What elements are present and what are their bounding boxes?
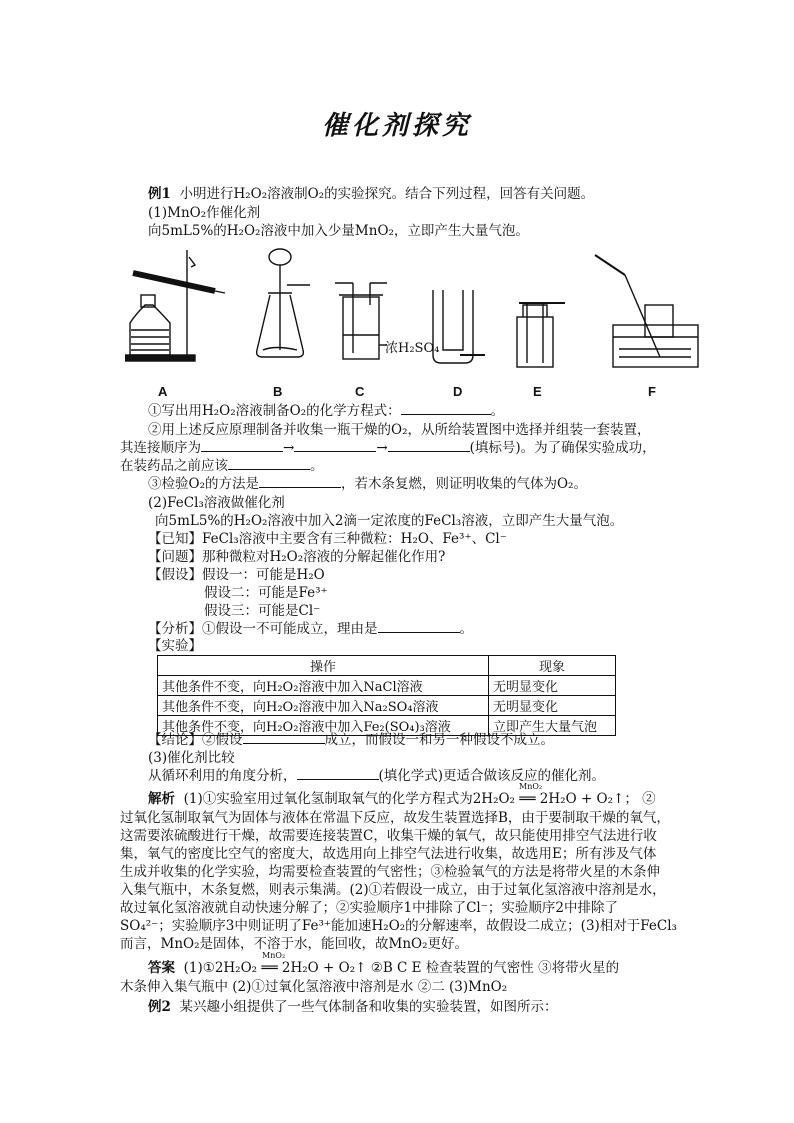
- part2-description: 向5mL5%的H₂O₂溶液中加入2滴一定浓度的FeCl₃溶液，立即产生大量气泡。: [155, 513, 624, 529]
- hypothesis-1: 【假设】假设一：可能是H₂O: [148, 567, 325, 583]
- hypothesis-2: 假设二：可能是Fe³⁺: [204, 585, 328, 601]
- q3-line: [148, 475, 587, 493]
- q2-blank-2[interactable]: [294, 439, 376, 452]
- answer-line-2: 木条伸入集气瓶中 (2)①过氧化氢溶液中溶剂是水 ②二 (3)MnO₂: [120, 979, 508, 995]
- q3-text-a: ③检验O₂的方法是: [148, 476, 259, 492]
- conclusion-text-b: 成立，而假设一和另一种假设不成立。: [324, 732, 554, 748]
- stand-base: [125, 355, 195, 361]
- apparatus-label-c: C: [355, 384, 365, 399]
- part2-heading: (2)FeCl₃溶液做催化剂: [148, 495, 285, 511]
- ex1-label: 例1: [148, 186, 171, 202]
- analysis-text-line: SO₄²⁻；实验顺序3中则证明了Fe³⁺能加速H₂O₂的分解速率，故假设二成立；(3)相对于FeCl₃: [120, 918, 677, 934]
- q2-blank-4[interactable]: [228, 457, 310, 470]
- known-line: 【已知】FeCl₃溶液中主要含有三种微粒：H₂O、Fe³⁺、Cl⁻: [148, 531, 507, 547]
- analysis-text-line: 生成并收集的化学实验，均需要检查装置的气密性；③检验氧气的方法是将带火星的木条伸: [120, 864, 660, 880]
- q2-order-tail: (填标号)。为了确保实验成功，: [469, 440, 656, 456]
- table-header-operation: 操作: [158, 656, 489, 676]
- analysis-text: 【分析】①假设一不可能成立，理由是: [148, 621, 378, 637]
- table-header-row: [158, 656, 616, 676]
- catalyst-mark: MnO₂: [519, 782, 543, 791]
- table-header-phenomenon: 现象: [489, 656, 616, 676]
- q2-prep-text: 在装药品之前应该: [120, 458, 228, 474]
- apparatus-figure: [125, 245, 705, 380]
- q3-text-b: ，若木条复燃，则证明收集的气体为O₂。: [340, 476, 587, 492]
- catalyst-mark: MnO₂: [262, 951, 286, 960]
- page-title: 催化剂探究: [321, 111, 472, 141]
- table-cell: 无明显变化: [489, 676, 616, 696]
- q2-blank-1[interactable]: [201, 439, 283, 452]
- part1-heading: (1)MnO₂作催化剂: [148, 205, 261, 221]
- part1-description: 向5mL5%的H₂O₂溶液中加入少量MnO₂，立即产生大量气泡。: [148, 223, 529, 239]
- q2-blank-3[interactable]: [388, 439, 470, 452]
- table-cell: 其他条件不变，向H₂O₂溶液中加入Na₂SO₄溶液: [158, 696, 489, 716]
- table-cell: 立即产生大量气泡: [489, 716, 616, 736]
- q2-line-b: [120, 439, 656, 457]
- analysis-blank[interactable]: [378, 620, 460, 633]
- ex2-label: 例2: [148, 999, 171, 1015]
- analysis-line: 【分析】①假设一不可能成立，理由是 。: [148, 621, 473, 637]
- part3-text-a: 从循环利用的角度分析，: [148, 768, 297, 784]
- hypothesis-3: 假设三：可能是Cl⁻: [204, 603, 321, 619]
- h2so4-label: 浓H₂SO₄: [385, 341, 440, 356]
- apparatus-label-b: B: [273, 384, 283, 399]
- q1-blank[interactable]: [401, 402, 491, 415]
- arrow-icon: →: [376, 440, 388, 456]
- analysis-section-line-1: [148, 790, 656, 808]
- table-cell: 其他条件不变，向H₂O₂溶液中加入Fe₂(SO₄)₃溶液: [158, 716, 489, 736]
- answer-text: (1)①2H₂O₂ ══ 2H₂O + O₂↑ ②B C E 检查装置的气密性 ③将带火星的: [183, 960, 620, 976]
- apparatus-label-e: E: [533, 384, 542, 399]
- apparatus-label-f: F: [648, 384, 656, 399]
- analysis-text-line: 入集气瓶中，木条复燃，则表示集满。(2)①若假设一成立，由于过氧化氢溶液中溶剂是水，: [120, 882, 666, 898]
- part3-text-b: (填化学式)更适合做该反应的催化剂。: [378, 768, 606, 784]
- conclusion-text-a: 【结论】②假设: [148, 732, 243, 748]
- table-row: [158, 696, 616, 716]
- answer-line-1: [148, 959, 619, 977]
- experiment-heading: 【实验】: [148, 638, 202, 654]
- ex2-line: [148, 998, 558, 1016]
- table-cell: 其他条件不变，向H₂O₂溶液中加入NaCl溶液: [158, 676, 489, 696]
- ex1-intro: 小明进行H₂O₂溶液制O₂的实验探究。结合下列过程，回答有关问题。: [179, 186, 595, 202]
- q1-line: ①写出用H₂O₂溶液制备O₂的化学方程式： 。: [148, 403, 505, 419]
- ex1-intro-line: [148, 185, 594, 203]
- apparatus-label-a: A: [158, 384, 168, 399]
- conclusion-blank[interactable]: [243, 731, 325, 744]
- answer-label: 答案: [148, 960, 175, 976]
- analysis-text-line: (1)①实验室用过氧化氢制取氧气的化学方程式为2H₂O₂ ══ 2H₂O + O₂↑； ②: [183, 791, 656, 807]
- question-line: 【问题】那种微粒对H₂O₂溶液的分解起催化作用?: [148, 549, 446, 565]
- experiment-table: [157, 655, 616, 736]
- table-row: [158, 676, 616, 696]
- analysis-text-line: 集，氧气的密度比空气的密度大，故选用向上排空气法进行收集，故选用E；所有涉及气体: [120, 846, 657, 862]
- apparatus-label-d: D: [453, 384, 463, 399]
- q3-blank[interactable]: [259, 475, 341, 488]
- analysis-text-line: 而言，MnO₂是固体，不溶于水，能回收，故MnO₂更好。: [120, 936, 468, 952]
- q1-text: ①写出用H₂O₂溶液制备O₂的化学方程式：: [148, 403, 401, 419]
- arrow-icon: →: [283, 440, 295, 456]
- conclusion-line: [148, 731, 554, 749]
- part3-blank[interactable]: [297, 767, 379, 780]
- q2-order-text: 其连接顺序为: [120, 440, 201, 456]
- analysis-text-line: 故过氧化氢溶液就自动快速分解了；②实验顺序1中排除了Cl⁻；实验顺序2中排除了: [120, 900, 618, 916]
- analysis-text-line: 过氧化氢制取氧气为固体与液体在常温下反应，故发生装置选择B，由于要制取干燥的氧气，: [120, 810, 670, 826]
- part3-heading: (3)催化剂比较: [148, 750, 235, 766]
- analysis-label: 解析: [148, 791, 175, 807]
- ex2-text: 某兴趣小组提供了一些气体制备和收集的实验装置，如图所示：: [179, 999, 558, 1015]
- q2-line-a: ②用上述反应原理制备并收集一瓶干燥的O₂，从所给装置图中选择并组装一套装置，: [148, 422, 651, 438]
- q2-line-c: 在装药品之前应该 。: [120, 458, 324, 474]
- table-cell: 无明显变化: [489, 696, 616, 716]
- analysis-text-line: 这需要浓硫酸进行干燥，故需要连接装置C，收集干燥的氧气，故只能使用排空气法进行收: [120, 828, 657, 844]
